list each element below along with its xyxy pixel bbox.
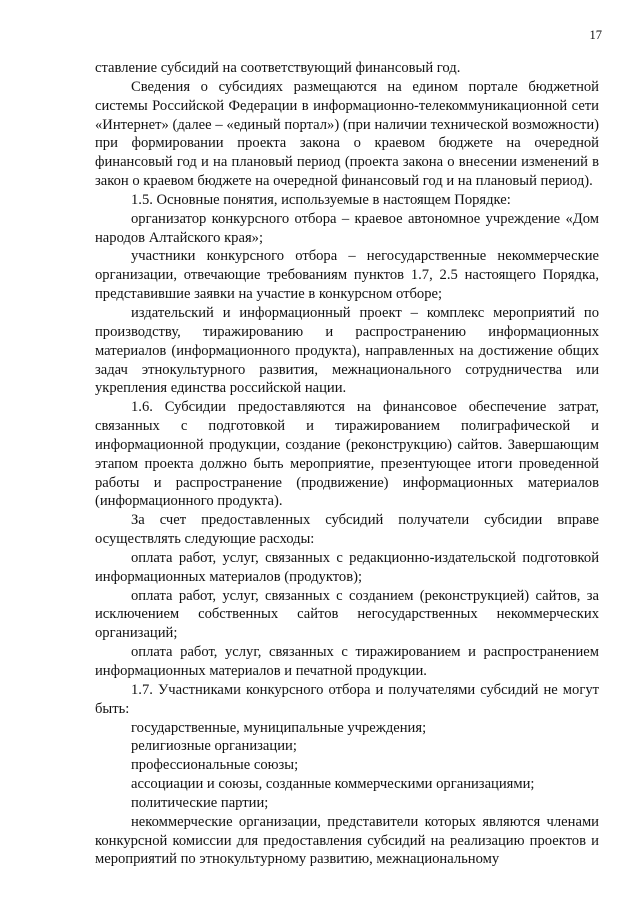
list-item-associations: ассоциации и союзы, созданные коммерческими организациями; <box>131 776 535 793</box>
list-item-political-parties: политические партии; <box>131 794 269 811</box>
list-item-state-institutions: государственные, муниципальные учреждения; <box>131 719 427 736</box>
page-number: 17 <box>589 28 602 42</box>
paragraph-organizer-definition: организатор конкурсного отбора – краевое автономное учреждение «Дом народов Алтайского края»; <box>95 210 599 246</box>
paragraph-expense-distribution: оплата работ, услуг, связанных с тиражированием и распространением информационных материалов и печатной продукции. <box>95 644 599 679</box>
paragraph-continuation: ставление субсидий на соответствующий финансовый год. <box>95 60 461 76</box>
document-body <box>95 59 599 869</box>
paragraph-expense-websites: оплата работ, услуг, связанных с созданием (реконструкцией) сайтов, за исключением собственных сайтов негосударственных некоммерческих организаций; <box>95 587 599 642</box>
list-item-trade-unions: профессиональные союзы; <box>131 757 299 774</box>
paragraph-project-definition: издательский и информационный проект – комплекс мероприятий по производству, тиражированию и распространению информационных материалов (информационного продукта), направленных на достижение общих задач этнокультурного развития, межнационального сотрудничества или укрепления единства российской нации. <box>95 304 599 397</box>
list-item-religious-organizations: религиозные организации; <box>131 738 297 755</box>
list-item-nonprofit-commission-members: некоммерческие организации, представители которых являются членами конкурсной комиссии для предоставления субсидий на реализацию проектов и мероприятий по этнокультурному развитию, межнациональному <box>95 813 599 868</box>
paragraph-section-1-7: 1.7. Участниками конкурсного отбора и получателями субсидий не могут быть: <box>95 681 599 717</box>
paragraph-allowed-expenses: За счет предоставленных субсидий получатели субсидии вправе осуществлять следующие расходы: <box>95 512 599 548</box>
paragraph-section-1-6: 1.6. Субсидии предоставляются на финансовое обеспечение затрат, связанных с подготовкой и тиражированием полиграфической и информационной продукции, создание (реконструкцию) сайтов. Завершающим этапом проекта должно быть мероприятие, презентующее итоги проведенной работы и распространение (продвижение) информационных материалов (информационного продукта). <box>95 399 599 510</box>
paragraph-participants-definition: участники конкурсного отбора – негосударственные некоммерческие организации, отвечающие требованиям пунктов 1.7, 2.5 настоящего Порядка, представившие заявки на участие в конкурсном отборе; <box>95 248 599 303</box>
paragraph-expense-editorial: оплата работ, услуг, связанных с редакционно-издательской подготовкой информационных материалов (продуктов); <box>95 549 599 585</box>
paragraph-subsidy-information: Сведения о субсидиях размещаются на едином портале бюджетной системы Российской Федерации в информационно-телекоммуникационной сети «Интернет» (далее – «единый портал») (при наличии технической возможности) при формировании проекта закона о краевом бюджете на очередной финансовый год и на плановый период (проекта закона о внесении изменений в закон о краевом бюджете на очередной финансовый год и на плановый период). <box>95 78 599 190</box>
paragraph-section-1-5: 1.5. Основные понятия, используемые в настоящем Порядке: <box>131 191 511 208</box>
